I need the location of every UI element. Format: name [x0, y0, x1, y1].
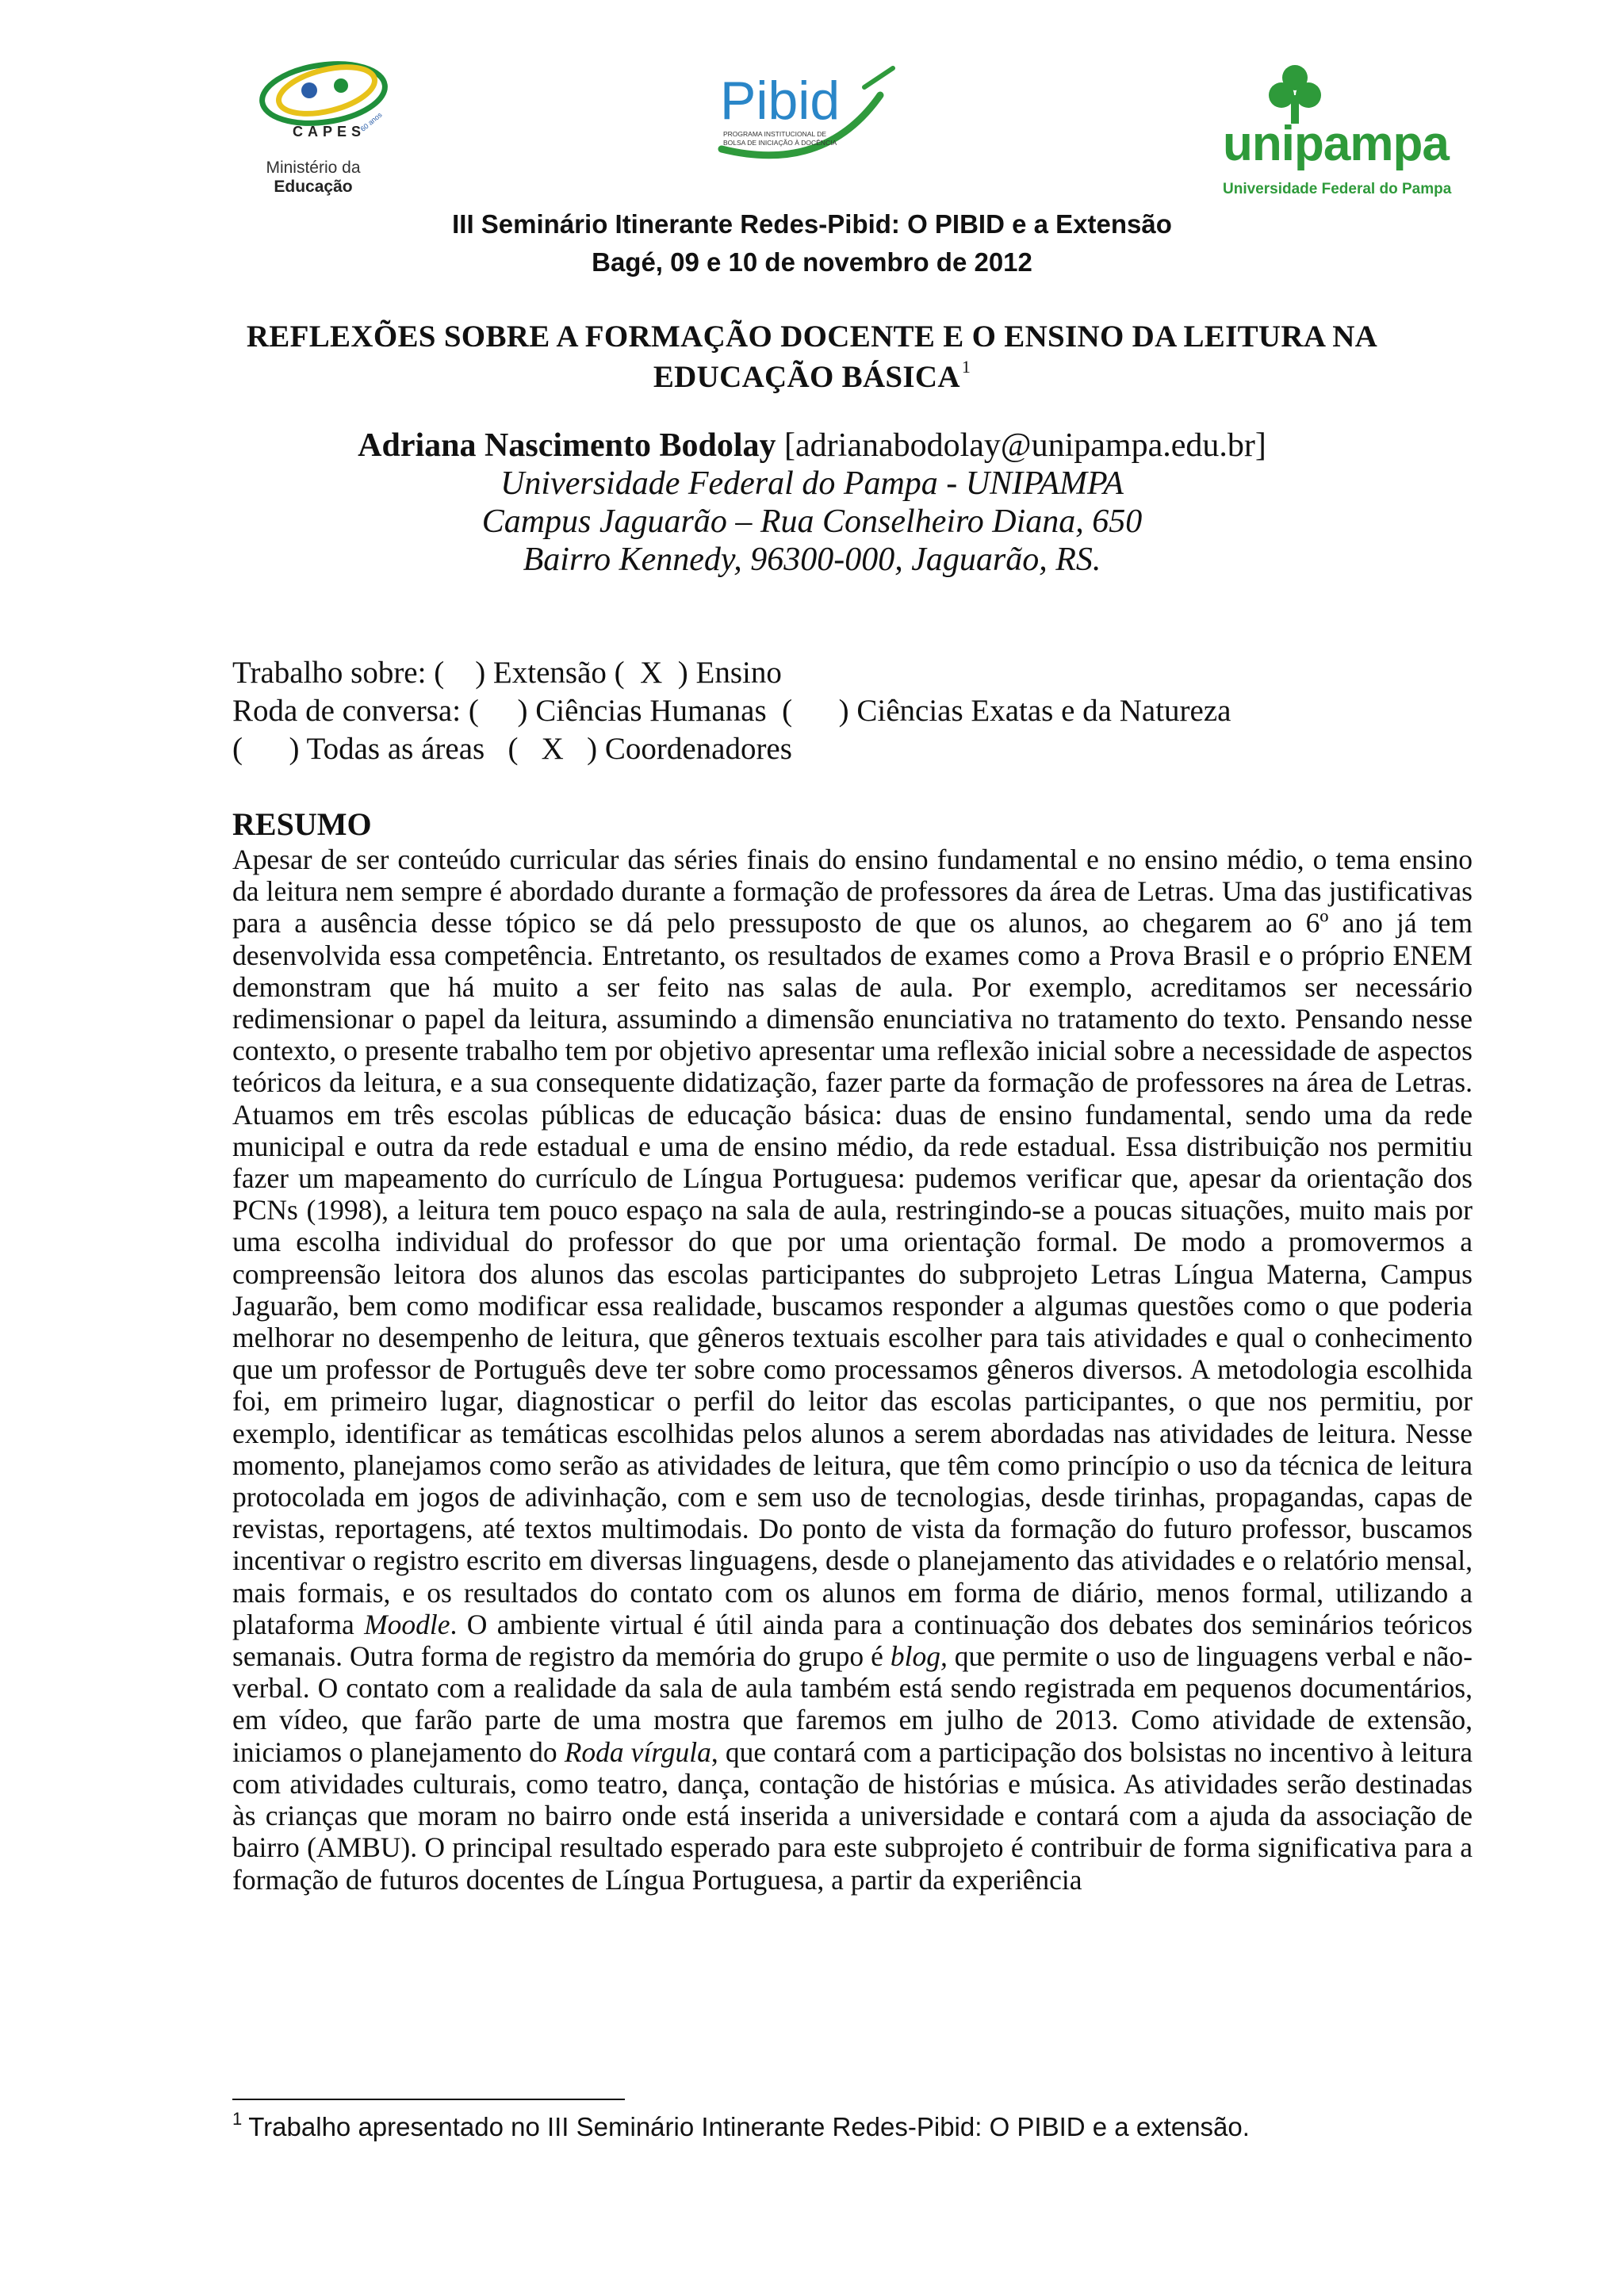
paper-title-line-2	[0, 357, 1624, 395]
unipampa-leaf-right	[1296, 82, 1321, 108]
unipampa-logo	[1220, 57, 1473, 200]
footnote-marker: 1	[232, 2109, 243, 2129]
abstract-heading: RESUMO	[232, 806, 372, 842]
capes-dot-green	[334, 78, 348, 93]
footnote	[232, 2109, 1250, 2142]
capes-logo	[254, 44, 404, 203]
classification-areas: ( ) Todas as áreas ( X ) Coordenadores	[232, 732, 792, 766]
pibid-subtitle-2: BOLSA DE INICIAÇÃO À DOCÊNCIA	[723, 139, 837, 147]
pibid-name: Pibid	[720, 71, 841, 131]
abstract-text-4: , que contará com a participação dos bolsistas no incentivo à leitura com atividades culturais, como teatro, dança, contação de histórias e música. As atividades serão destinadas às crianças que moram no bairro onde está inserida a universidade e contará com a ajuda da associação de bairro (AMBU). O principal resultado esperado para este subprojeto é contribuir de forma significativa para a formação de futuros docentes de Língua Portuguesa, a partir da experiência	[232, 1735, 1473, 1896]
affiliation-university: Universidade Federal do Pampa - UNIPAMPA	[500, 465, 1124, 502]
unipampa-leaf-left	[1269, 82, 1294, 108]
abstract-moodle: Moodle	[364, 1608, 450, 1640]
seminar-date: Bagé, 09 e 10 de novembro de 2012	[592, 247, 1032, 277]
capes-ministry-line-2: Educação	[274, 178, 353, 196]
abstract-roda-virgula: Roda vírgula	[564, 1735, 711, 1768]
capes-dot-blue	[301, 82, 317, 98]
pibid-swoosh-accent	[864, 68, 893, 87]
classification-conversation-circle: Roda de conversa: ( ) Ciências Humanas ( ) Ciências Exatas e da Natureza	[232, 694, 1231, 728]
capes-anos: 60 anos	[358, 110, 384, 133]
abstract-body	[232, 844, 1473, 1896]
title-footnote-marker: 1	[961, 357, 971, 377]
capes-ministry-line-1: Ministério da	[266, 159, 361, 177]
abstract-text-1: Apesar de ser conteúdo curricular das séries finais do ensino fundamental e no ensino médio, o tema ensino da leitura nem sempre é abordado durante a formação de professores da área de Letras. Uma das justificativas para a ausência desse tópico se dá pelo pressuposto de que os alunos, ao chegarem ao 6º ano já tem desenvolvida essa competência. Entretanto, os resultados de exames como a Prova Brasil e o próprio ENEM demonstram que há muito a ser feito nas salas de aula. Por exemplo, acreditamos ser necessário redimensionar o papel da leitura, assumindo a dimensão enunciativa no tratamento do texto. Pensando nesse contexto, o presente trabalho tem por objetivo apresentar uma reflexão inicial sobre a necessidade de aspectos teóricos da leitura, e a sua consequente didatização, fazer parte da formação de professores na área de Letras. Atuamos em três escolas públicas de educação básica: duas de ensino fundamental, sendo uma da rede municipal e outra da rede estadual e uma de ensino médio, da rede estadual. Essa distribuição nos permitiu fazer um mapeamento do currículo de Língua Portuguesa: pudemos verificar que, apesar da orientação dos PCNs (1998), a leitura tem pouco espaço na sala de aula, restringindo-se a poucas situações, muito mais por uma escolha individual do professor do que por uma orientação formal. De modo a promovermos a compreensão leitora dos alunos das escolas participantes do subprojeto Letras Língua Materna, Campus Jaguarão, bem como modificar essa realidade, buscamos responder a algumas questões como o que poderia melhorar no desempenho de leitura, que gêneros textuais escolher para tais atividades e qual o conhecimento que um professor de Português deve ter sobre como processamos gêneros diversos. A metodologia escolhida foi, em primeiro lugar, diagnosticar o perfil do leitor das escolas participantes, o que nos permitiu, por exemplo, identificar as temáticas escolhidas pelos alunos a serem abordadas nas atividades de leitura. Nesse momento, planejamos como serão as atividades de leitura, que têm como princípio o uso da técnica de leitura protocolada em jogos de adivinhação, com e sem uso de tecnologias, desde tirinhas, propagandas, capas de revistas, reportagens, até textos multimodais. Do ponto de vista da formação do futuro professor, buscamos incentivar o registro escrito em diversas linguagens, desde o planejamento das atividades e o relatório mensal, mais formais, e os resultados do contato com os alunos em forma de diário, menos formal, utilizando a plataforma	[232, 844, 1473, 1640]
footnote-text: Trabalho apresentado no III Seminário Intinerante Redes-Pibid: O PIBID e a extensão.	[248, 2112, 1250, 2141]
unipampa-name: unipampa	[1223, 117, 1449, 171]
affiliation-address: Bairro Kennedy, 96300-000, Jaguarão, RS.	[523, 541, 1101, 578]
author-email: [adrianabodolay@unipampa.edu.br]	[784, 427, 1266, 464]
seminar-title: III Seminário Itinerante Redes-Pibid: O PIBID e a Extensão	[452, 209, 1172, 239]
capes-name: CAPES	[292, 124, 366, 140]
author-name: Adriana Nascimento Bodolay	[358, 427, 776, 464]
unipampa-subtitle: Universidade Federal do Pampa	[1223, 181, 1452, 197]
affiliation-campus: Campus Jaguarão – Rua Conselheiro Diana, 650	[481, 503, 1143, 540]
paper-title-line-2-text: EDUCAÇÃO BÁSICA	[653, 360, 960, 394]
pibid-logo	[706, 63, 912, 174]
abstract-text-3: que permite o uso de linguagens verbal e não-verbal. O contato com a realidade da sala de aula também está sendo registrada em pequenos documentários, em vídeo, que farão parte de uma mostra que faremos em julho de 2013. Como atividade de extensão, iniciamos o planejamento do	[232, 1640, 1473, 1768]
abstract-blog: blog,	[890, 1640, 948, 1673]
paper-title-line-1: REFLEXÕES SOBRE A FORMAÇÃO DOCENTE E O ENSINO DA LEITURA NA	[246, 320, 1378, 354]
author-line	[0, 427, 1624, 465]
classification-work-type: Trabalho sobre: ( ) Extensão ( X ) Ensino	[232, 656, 782, 690]
footnote-rule	[232, 2099, 625, 2100]
pibid-subtitle-1: PROGRAMA INSTITUCIONAL DE	[723, 130, 827, 138]
abstract-text-2: . O ambiente virtual é útil ainda para a continuação dos debates dos seminários teóricos semanais. Outra forma de registro da memória do grupo é	[232, 1608, 1473, 1673]
